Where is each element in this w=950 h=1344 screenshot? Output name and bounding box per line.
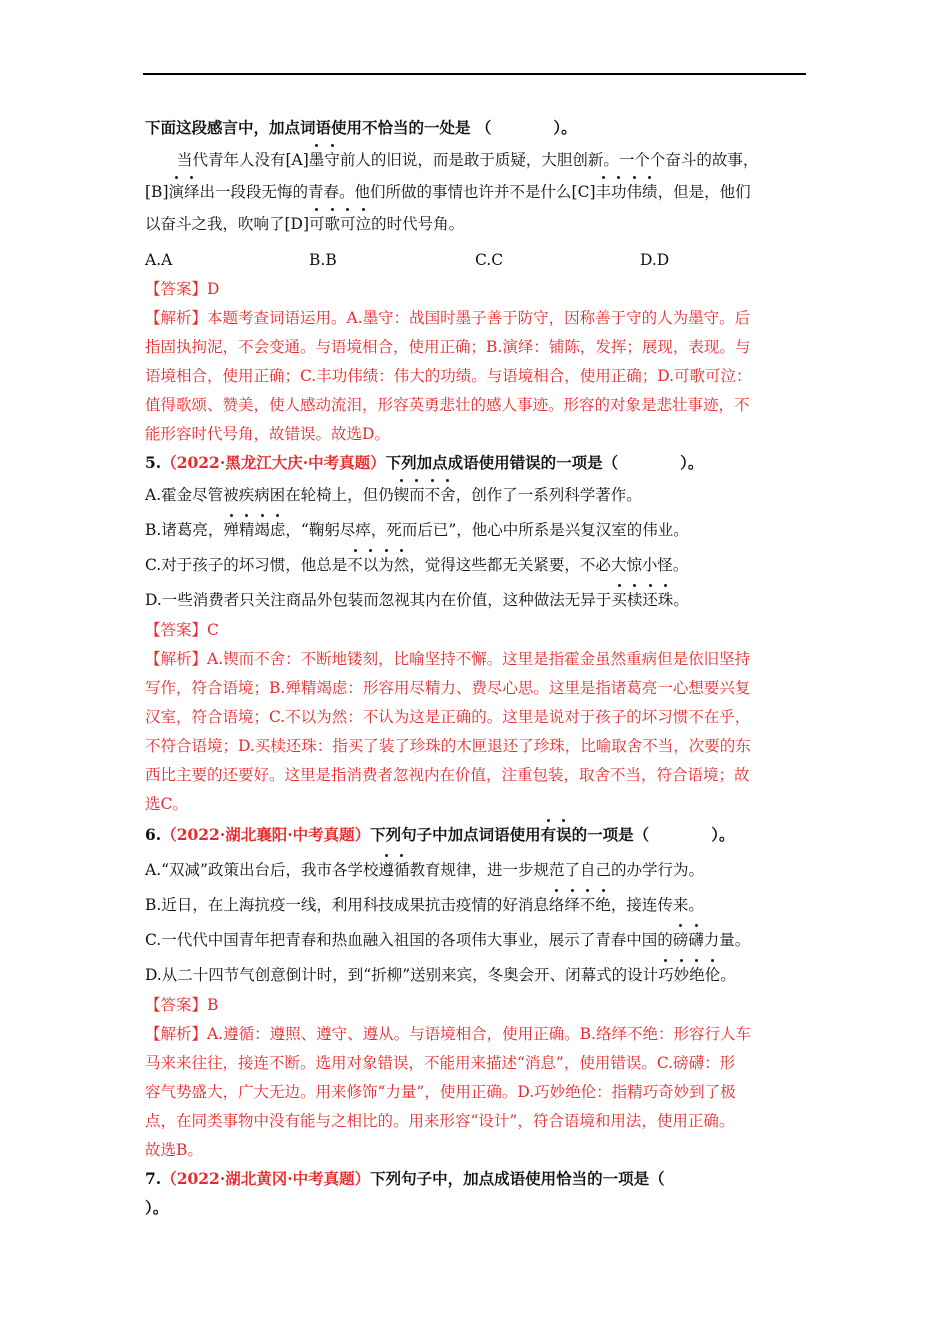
emphasis-char: 珠 (657, 591, 674, 609)
question-6-stem: 6.（2022·湖北襄阳·中考真题）下列句子中加点词语使用有误的一项是（ ）。 (145, 825, 735, 844)
emphasis-char: 循 (394, 861, 410, 879)
question-stem: 下面这段感言中，加点词语使用不恰当的一处是 （ ）。 (145, 118, 577, 137)
option-a: A.A (145, 251, 173, 269)
passage-line: [B]演绎出一段段无悔的青春。他们所做的事情也许并不是什么[C]丰功伟绩，但是，他们 (145, 183, 751, 201)
answer: 【答案】D (145, 280, 220, 298)
emphasis-char: 伟 (626, 183, 643, 201)
q5-answer: 【答案】C (145, 621, 219, 639)
emphasis-char: 而 (409, 486, 425, 504)
question-7-stem: 7.（2022·湖北黄冈·中考真题）下列句子中，加点成语使用恰当的一项是（ (145, 1169, 665, 1188)
analysis-line: 点，在同类事物中没有能与之相比的。用来形容“设计”，符合语境和用法，使用正确。 (145, 1112, 735, 1130)
emphasis-char: 守 (324, 151, 340, 169)
emphasis-char: 锲 (393, 486, 410, 504)
emphasis-char: 绎 (184, 183, 200, 201)
emphasis-char: 泣 (355, 215, 372, 233)
emphasis-char: 以 (362, 556, 379, 574)
option-d: D.D (640, 251, 670, 269)
analysis-line: 【解析】本题考查词语运用。A.墨守：战国时墨子善于防守，因称善于守的人为墨守。后 (145, 309, 751, 327)
analysis-line: 故选B。 (145, 1141, 203, 1159)
emphasis-char: 丰 (595, 183, 612, 201)
emphasis-char: 精 (238, 521, 255, 539)
emphasis-char: 功 (611, 183, 627, 201)
question-5-stem: 5.（2022·黑龙江大庆·中考真题）下列加点成语使用错误的一项是（ ）。 (145, 453, 704, 472)
dotted-word (309, 215, 371, 233)
question-7-close: ）。 (145, 1198, 169, 1217)
option-c: C.C (475, 251, 504, 269)
emphasis-char: 巧 (658, 966, 674, 984)
q6-option-b: B.近日，在上海抗疫一线，利用科技成果抗击疫情的好消息络绎不绝，接连传来。 (145, 896, 704, 914)
dotted-word (596, 183, 658, 201)
emphasis-char: 不 (347, 556, 363, 574)
emphasis-char: 误 (556, 825, 572, 844)
analysis-line: 值得歌颂、赞美，使人感动流泪，形容英勇悲壮的感人事迹。形容的对象是悲壮事迹，不 (145, 396, 750, 414)
passage-line: 以奋斗之我，吹响了[D]可歌可泣的时代号角。 (145, 215, 465, 233)
q5-option-d: D.一些消费者只关注商品外包装而忽视其内在价值，这种做法无异于买椟还珠。 (145, 591, 689, 609)
emphasis-char: 墨 (308, 151, 325, 169)
emphasis-char: 绩 (642, 183, 658, 201)
option-b: B.B (309, 251, 337, 269)
emphasis-char: 礴 (688, 931, 704, 949)
emphasis-char: 歌 (324, 215, 341, 233)
emphasis-char: 妙 (673, 966, 690, 984)
emphasis-char: 不 (579, 896, 596, 914)
analysis-line: 【解析】A.锲而不舍：不断地镂刻，比喻坚持不懈。这里是指霍金虽然重病但是依旧坚持 (145, 650, 751, 668)
analysis-line: 写作，符合语境；B.殚精竭虑：形容用尽精力、费尽心思。这里是指诸葛亮一心想要兴复 (145, 679, 751, 697)
emphasis-char: 还 (642, 591, 658, 609)
emphasis-char: 遵 (378, 861, 394, 879)
q5-option-a: A.霍金尽管被疾病困在轮椅上，但仍锲而不舍，创作了一系列科学著作。 (145, 486, 642, 504)
emphasis-char: 络 (548, 896, 565, 914)
emphasis-char: 虑 (269, 521, 286, 539)
analysis-line: 指固执拘泥，不会变通。与语境相合，使用正确；B.演绎：铺陈，发挥；展现，表现。与 (145, 338, 751, 356)
dotted-word (309, 151, 340, 169)
emphasis-char: 殚 (223, 521, 239, 539)
emphasis-char: 绝 (595, 896, 611, 914)
analysis-line: 能形容时代号角，故错误。故选D。 (145, 425, 390, 443)
emphasis-char: 不 (424, 486, 441, 504)
emphasis-char: 伦 (704, 966, 721, 984)
emphasis-char: 椟 (626, 591, 643, 609)
analysis-line: 语境相合，使用正确；C.丰功伟绩：伟大的功绩。与语境相合，使用正确；D.可歌可泣： (145, 367, 752, 385)
q6-option-a: A.“双减”政策出台后，我市各学校遵循教育规律，进一步规范了自己的办学行为。 (145, 861, 705, 879)
emphasis-char: 演 (168, 183, 185, 201)
emphasis-char: 磅 (672, 931, 689, 949)
emphasis-char: 绎 (564, 896, 580, 914)
emphasis-char: 可 (340, 215, 356, 233)
emphasis-char: 舍 (440, 486, 456, 504)
analysis-line: 西比主要的还要好。这里是指消费者忽视内在价值，注重包装，取舍不当，符合语境；故 (145, 766, 750, 784)
header-rule (143, 73, 806, 75)
analysis-line: 选C。 (145, 795, 188, 813)
emphasis-char: 竭 (254, 521, 270, 539)
q6-option-d: D.从二十四节气创意倒计时，到“折柳”送别来宾，冬奥会开、闭幕式的设计巧妙绝伦。 (145, 966, 736, 984)
analysis-line: 不符合语境；D.买椟还珠：指买了装了珍珠的木匣退还了珍珠，比喻取舍不当，次要的东 (145, 737, 751, 755)
passage-line: 当代青年人没有[A]墨守前人的旧说，而是敢于质疑，大胆创新。一个个奋斗的故事， (177, 151, 759, 169)
q5-option-c: C.对于孩子的坏习惯，他总是不以为然，觉得这些都无关紧要，不必大惊小怪。 (145, 556, 689, 574)
emphasis-char: 买 (611, 591, 627, 609)
analysis-line: 汉室，符合语境；C.不以为然：不认为这是正确的。这里是说对于孩子的坏习惯不在乎， (145, 708, 751, 726)
analysis-line: 【解析】A.遵循：遵照、遵守、遵从。与语境相合，使用正确。B.络绎不绝：形容行人车 (145, 1025, 751, 1043)
q6-answer: 【答案】B (145, 996, 219, 1014)
emphasis-char: 为 (378, 556, 394, 574)
emphasis-char: 有 (540, 825, 557, 844)
analysis-line: 容气势盛大，广大无边。用来修饰“力量”，使用正确。D.巧妙绝伦：指精巧奇妙到了极 (145, 1083, 736, 1101)
emphasis-char: 可 (309, 215, 325, 233)
dotted-word (169, 183, 200, 201)
emphasis-char: 然 (393, 556, 410, 574)
analysis-line: 马来来往往，接连不断。选用对象错误，不能用来描述“消息”，使用错误。C.磅礴：形 (145, 1054, 736, 1072)
q6-option-c: C.一代代中国青年把青春和热血融入祖国的各项伟大事业，展示了青春中国的磅礴力量。 (145, 931, 751, 949)
emphasis-char: 绝 (689, 966, 705, 984)
q5-option-b: B.诸葛亮，殚精竭虑，“鞠躬尽瘁，死而后已”，他心中所系是兴复汉室的伟业。 (145, 521, 689, 539)
